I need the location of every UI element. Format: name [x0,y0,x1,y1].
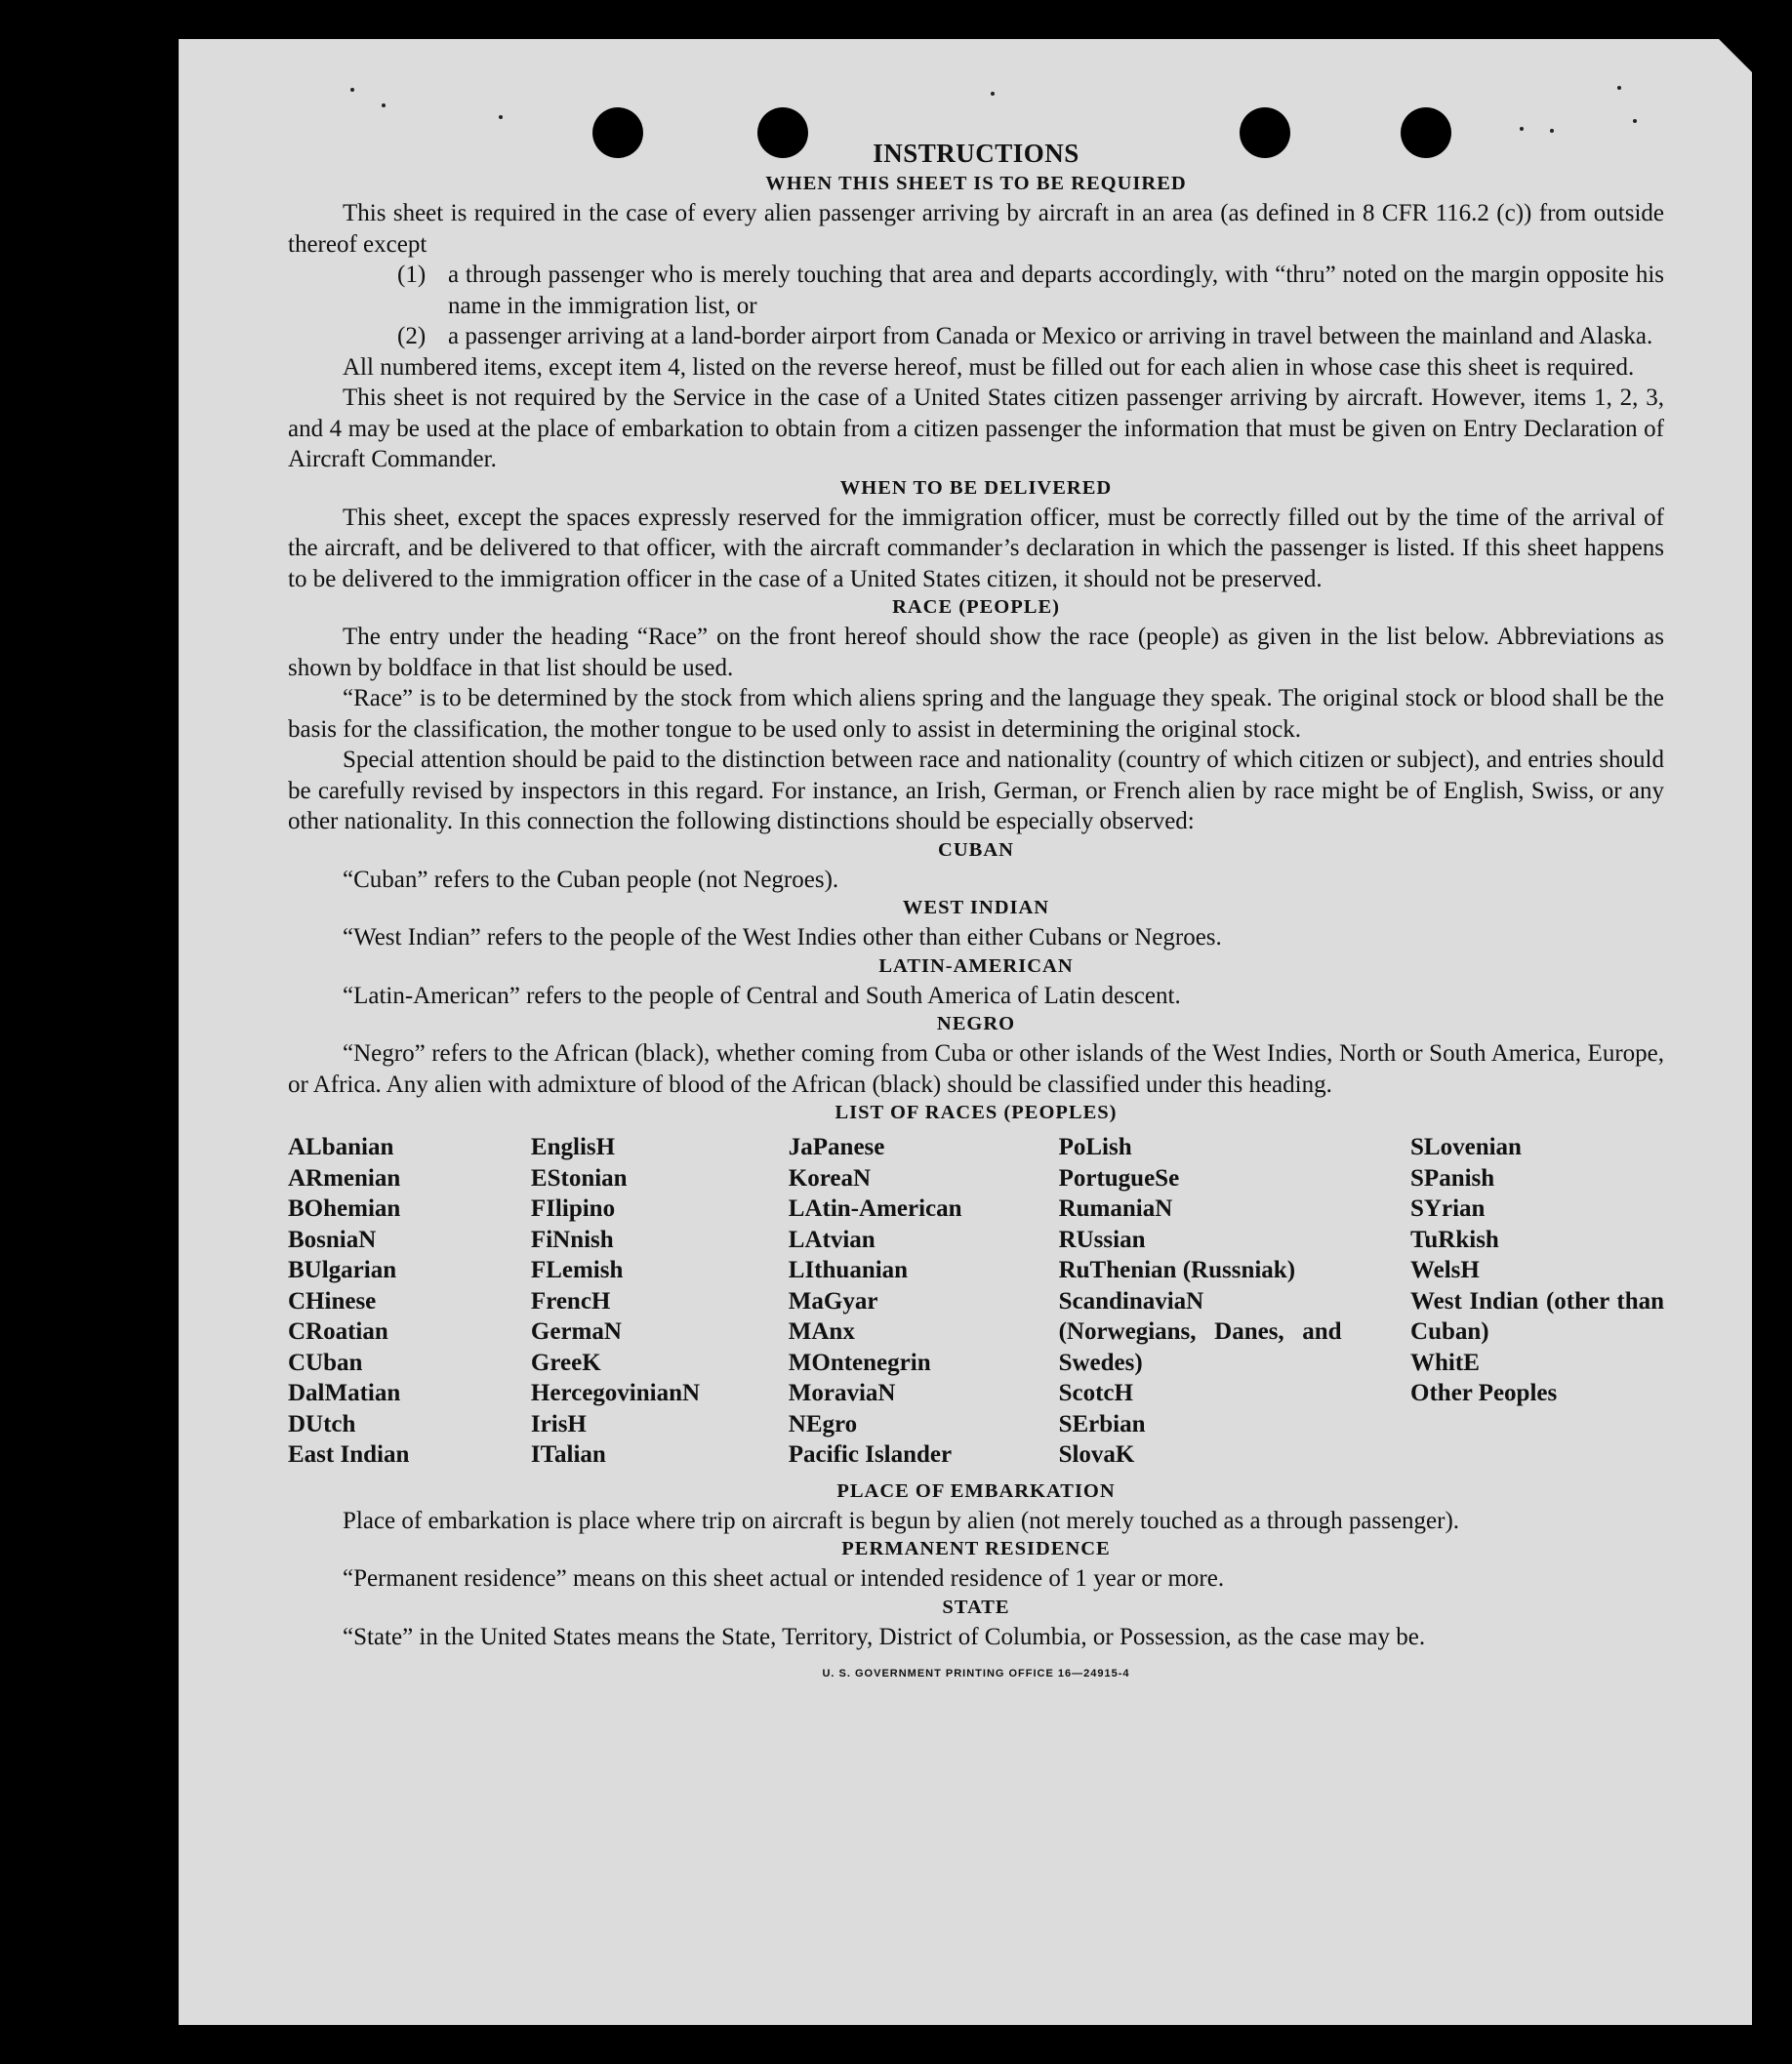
section-heading-residence: PERMANENT RESIDENCE [841,1538,1111,1559]
page-title: INSTRUCTIONS [873,139,1079,168]
paragraph: This sheet, except the spaces expressly reserved for the immigration officer, must be correctly filled out by the time of the arrival of the aircraft, and be delivered to that officer, with the aircraft commander’s declaration in which the passenger is listed. If this sheet happens to be delivered to the immigration officer in the case of a United States citizen, it should not be preserved. [288,504,1664,592]
paragraph: This sheet is not required by the Service in the case of a United States citizen passenger arriving by aircraft. However, items 1, 2, 3, and 4 may be used at the place of embarkation to obtain from a citizen passenger the information that must be given on Entry Declaration of Aircraft Commander. [288,384,1664,472]
speck [1550,129,1554,133]
item-text: a passenger arriving at a land-border airport from Canada or Mexico or arriving in travel between the mainland and Alaska. [448,323,1653,349]
paragraph: “Permanent residence” means on this sheet actual or intended residence of 1 year or more. [343,1565,1225,1592]
document-sheet [179,39,1752,2025]
folded-corner [1719,39,1752,72]
list-item [397,321,1664,352]
section-heading-required: WHEN THIS SHEET IS TO BE REQUIRED [765,173,1187,194]
section-heading-state: STATE [942,1596,1010,1618]
section-heading-delivered: WHEN TO BE DELIVERED [839,476,1113,499]
race-entry: DalMatian [288,1380,401,1406]
printing-office-footer: U. S. GOVERNMENT PRINTING OFFICE 16—24915-4 [822,1668,1130,1680]
race-entry: IrisH [530,1410,587,1437]
paragraph: “Race” is to be determined by the stock from which aliens spring and the language they speak. The original stock or blood shall be the basis for the classification, the mother tongue to be used only to assist in determining the original stock. [288,685,1664,743]
speck [350,88,354,92]
race-entry: SErbian [1058,1410,1146,1437]
races-column [1410,1132,1664,1471]
speck [991,92,995,96]
speck [382,103,386,107]
paragraph: Special attention should be paid to the distinction between race and nationality (country of which citizen or subject), and entries should be carefully revised by inspectors in this regard. For instance, an Irish, German, or French alien by race might be of English, Swiss, or any other nationality. In this connection the following distinctions should be especially observed: [288,747,1664,834]
race-entry: LAtvian [788,1226,876,1253]
race-entry: FIlipino [530,1195,616,1222]
race-entry: ITalian [530,1441,606,1468]
race-entry: ARmenian [288,1164,401,1192]
paragraph: “Negro” refers to the African (black), whether coming from Cuba or other islands of the West Indies, North or South America, Europe, or Africa. Any alien with admixture of blood of the African (black) should be classified under this heading. [288,1040,1664,1098]
paragraph: “State” in the United States means the State, Territory, District of Columbia, or Possession, as the case may be. [343,1623,1426,1650]
race-entry: FiNnish [530,1226,614,1253]
speck [1633,119,1637,123]
race-entry: MAnx [788,1318,855,1345]
item-text: a through passenger who is merely touching that area and departs accordingly, with “thru” noted on the margin opposite his name in the immigration list, or [448,262,1664,319]
section-heading-cuban: CUBAN [938,838,1014,861]
paragraph: The entry under the heading “Race” on the front hereof should show the race (people) as given in the list below. Abbreviations as shown by boldface in that list should be used. [288,624,1664,681]
paragraph: “West Indian” refers to the people of the West Indies other than either Cubans or Negroes. [343,924,1222,951]
race-entry: EnglisH [530,1134,616,1160]
races-column [789,1132,1059,1471]
race-entry: FLemish [530,1257,624,1283]
race-entry: East Indian [288,1441,410,1468]
race-entry: JaPanese [788,1134,885,1160]
race-entry: LAtin-American [788,1195,962,1222]
race-entry: FrencH [530,1287,611,1315]
race-entry: PoLish [1058,1134,1132,1160]
paragraph: All numbered items, except item 4, listed on the reverse hereof, must be filled out for each alien in whose case this sheet is required. [343,353,1635,381]
races-column [1059,1132,1410,1471]
section-heading-races-list: LIST OF RACES (PEOPLES) [835,1102,1118,1123]
race-entry: EStonian [530,1164,628,1192]
list-item [397,260,1664,321]
race-entry: WelsH [1410,1257,1480,1283]
race-entry: MOntenegrin [788,1349,931,1376]
race-entry: SLovenian [1410,1134,1522,1160]
race-entry: NEgro [788,1410,858,1437]
race-entry: Pacific Islander [788,1441,953,1468]
race-entry: ScandinaviaN (Norwegians, Danes, and Swedes) [1058,1287,1342,1376]
race-entry: Other Peoples [1410,1380,1558,1406]
race-entry: KoreaN [788,1164,872,1192]
race-entry: RuThenian (Russniak) [1058,1257,1296,1283]
race-entry: ScotcH [1058,1380,1133,1406]
races-column [288,1132,531,1471]
paragraph: “Latin-American” refers to the people of Central and South America of Latin descent. [343,982,1181,1009]
race-entry: TuRkish [1410,1226,1499,1253]
section-heading-west-indian: WEST INDIAN [902,897,1050,918]
race-entry: West Indian (other than Cuban) [1410,1287,1665,1345]
section-heading-negro: NEGRO [936,1013,1016,1034]
race-entry: BUlgarian [288,1257,397,1283]
race-entry: LIthuanian [788,1257,909,1283]
races-list [288,1132,1664,1471]
race-entry: SlovaK [1058,1441,1135,1468]
race-entry: SPanish [1410,1164,1495,1192]
race-entry: PortugueSe [1058,1164,1180,1192]
instructions-body [288,135,1664,1680]
paragraph: This sheet is required in the case of every alien passenger arriving by aircraft in an area (as defined in 8 CFR 116.2 (c)) from outside thereof except [288,200,1664,258]
race-entry: GreeK [530,1349,601,1376]
speck [1520,127,1524,131]
race-entry: MaGyar [788,1287,878,1315]
race-entry: HercegovinianN [530,1380,701,1406]
race-entry: WhitE [1410,1349,1480,1376]
section-heading-embarkation: PLACE OF EMBARKATION [836,1479,1116,1502]
races-column [531,1132,789,1471]
section-heading-latin-american: LATIN-AMERICAN [878,954,1074,977]
race-entry: DUtch [288,1410,356,1437]
item-number: (2) [397,323,427,349]
speck [499,115,503,119]
race-entry: CUban [288,1349,363,1376]
race-entry: MoraviaN [788,1380,896,1406]
race-entry: CHinese [288,1287,377,1315]
race-entry: BOhemian [288,1195,401,1222]
speck [1617,86,1621,90]
race-entry: SYrian [1410,1195,1486,1222]
race-entry: RumaniaN [1058,1195,1173,1222]
race-entry: GermaN [530,1318,622,1345]
race-entry: ALbanian [288,1134,394,1160]
paragraph: “Cuban” refers to the Cuban people (not Negroes). [343,866,839,893]
race-entry: CRoatian [288,1318,388,1345]
section-heading-race: RACE (PEOPLE) [892,596,1060,618]
race-entry: BosniaN [288,1226,377,1253]
paragraph: Place of embarkation is place where trip on aircraft is begun by alien (not merely touched as a through passenger). [343,1507,1460,1534]
race-entry: RUssian [1058,1226,1146,1253]
item-number: (1) [397,262,427,288]
